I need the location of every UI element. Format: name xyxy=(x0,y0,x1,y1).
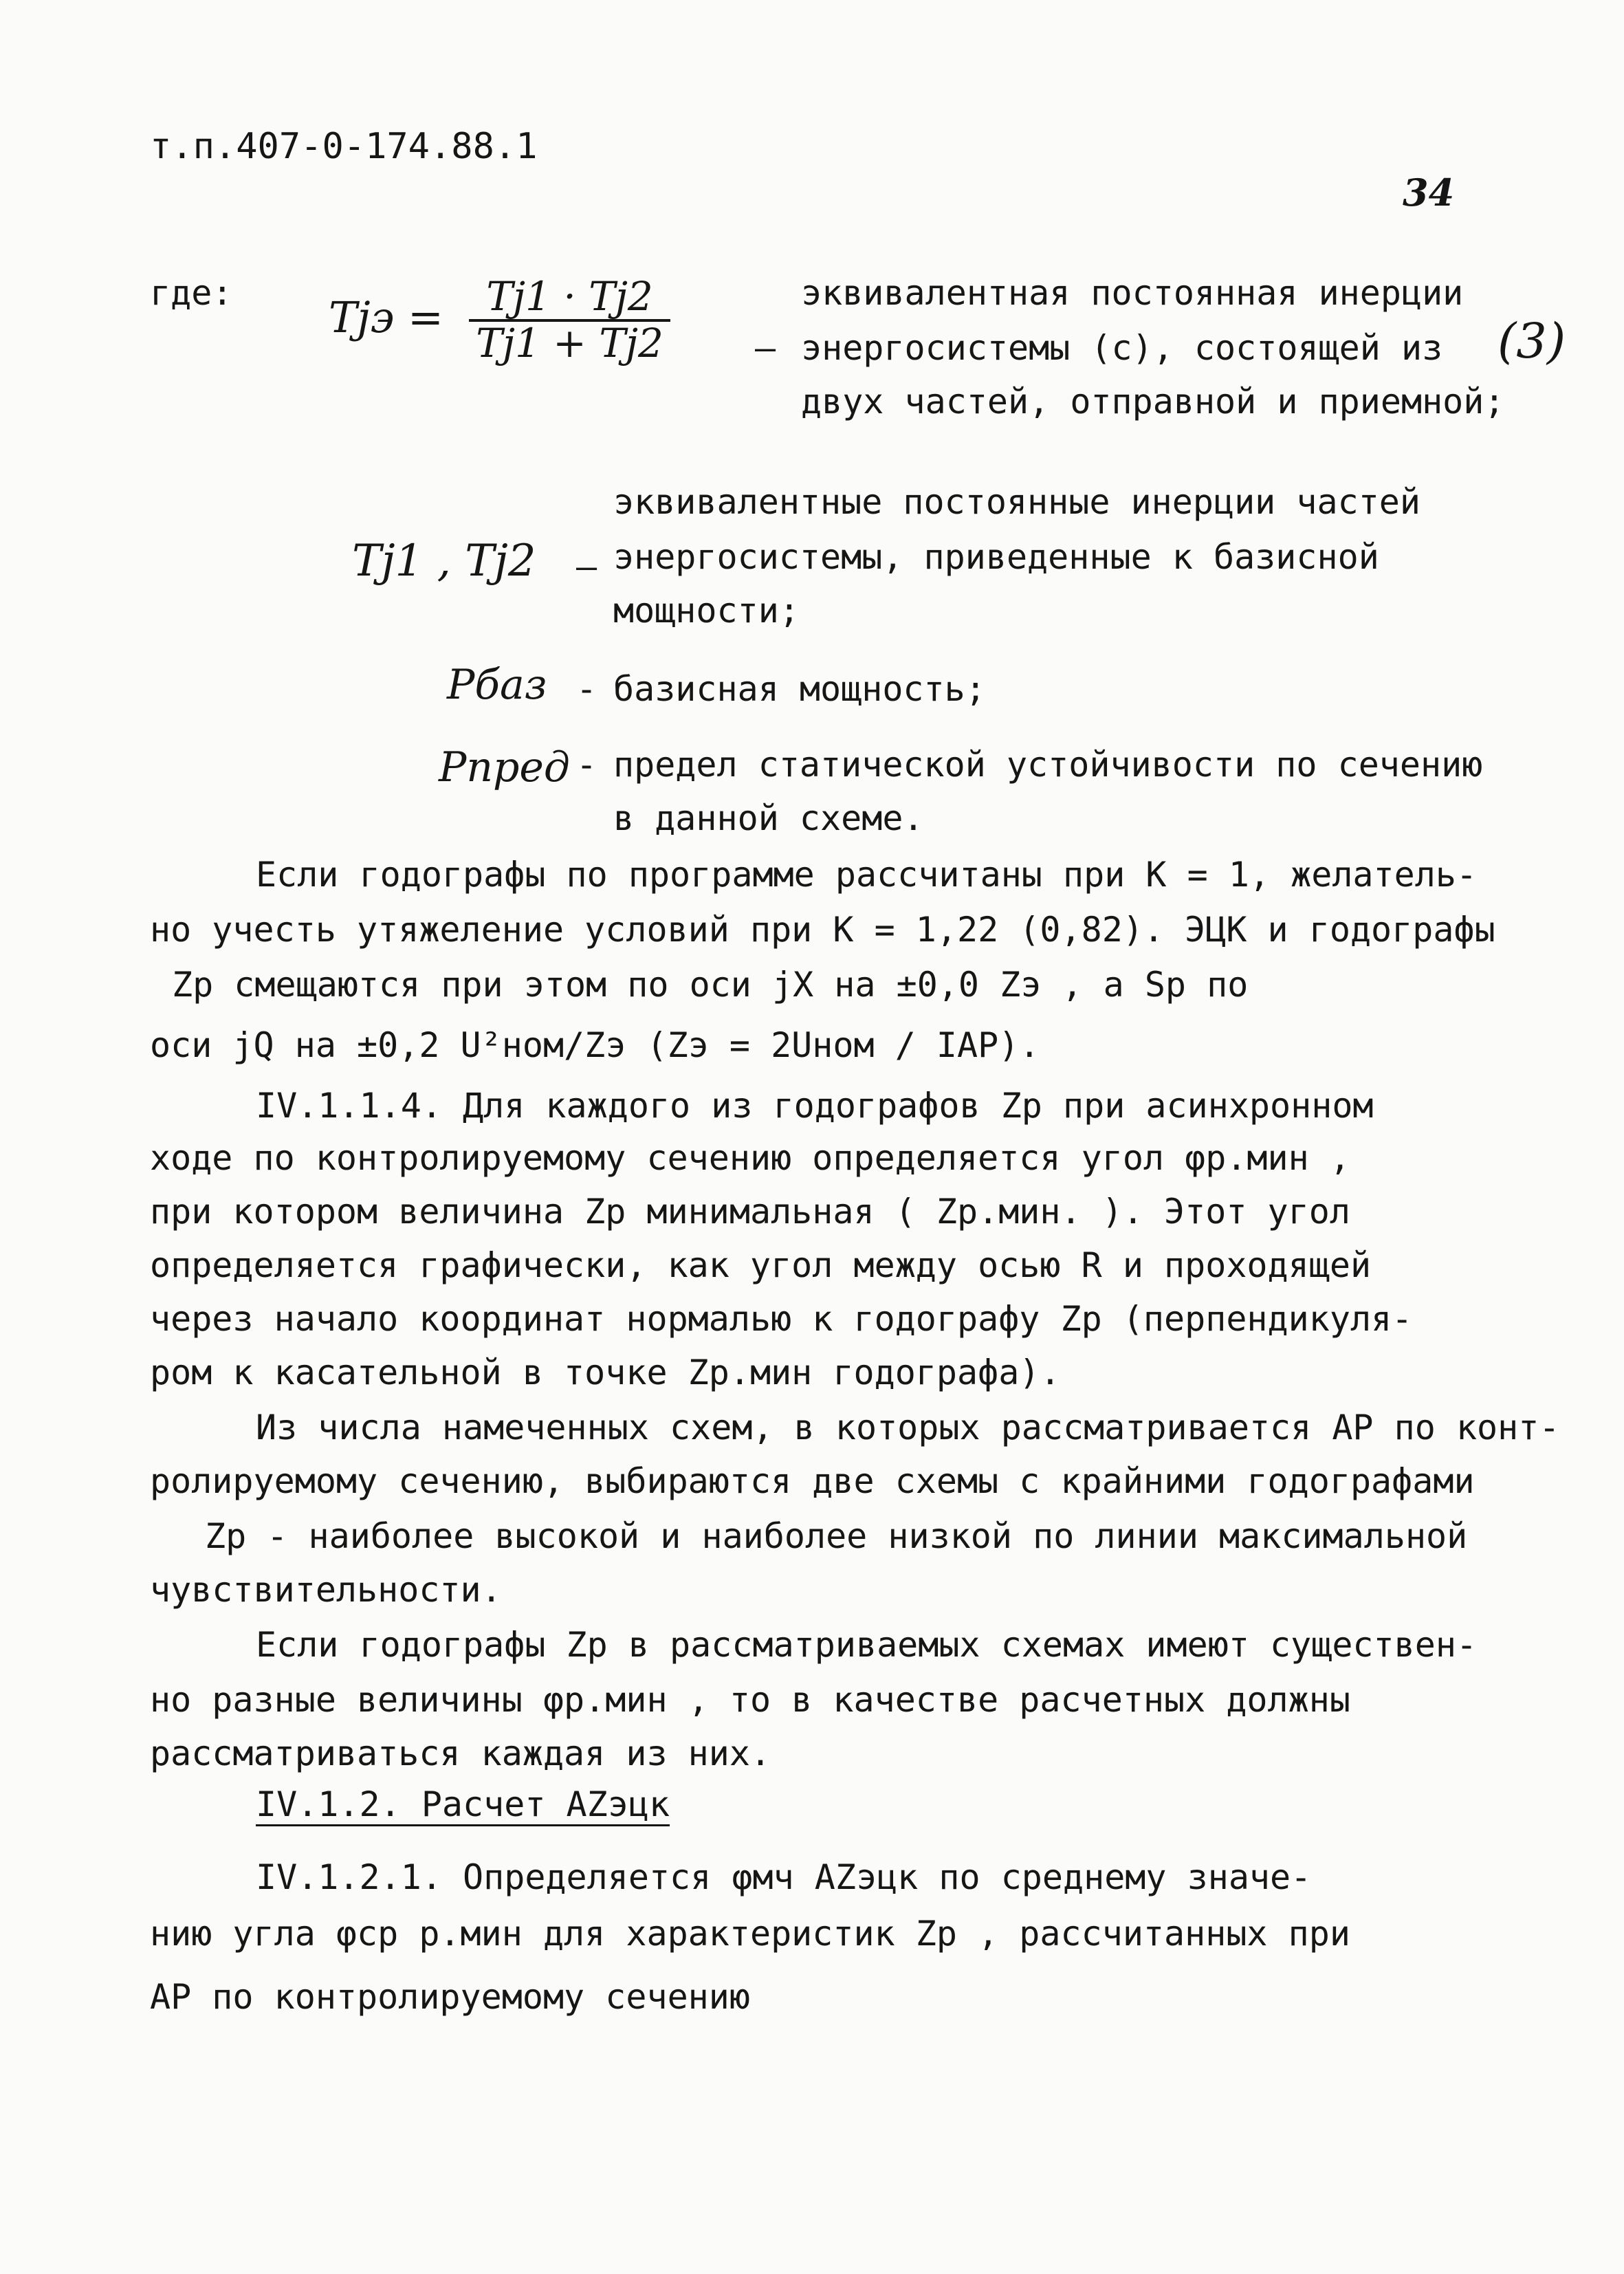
paragraph-3-line-2: ролируемому сечению, выбираются две схемы с крайними годографами xyxy=(150,1461,1475,1501)
pbaz-symbol: Pбаз xyxy=(447,661,547,709)
tj12-symbol: Tj1 , Tj2 xyxy=(352,536,536,587)
paragraph-5-line-2: нию угла φср p.мин для характеристик Zp , рассчитанных при xyxy=(150,1914,1350,1954)
pdel-description-line-2: в данной схеме. xyxy=(613,798,924,838)
paragraph-1-line-3: Zp смещаются при этом по оси jX на ±0,0 Zэ , а Sp по xyxy=(172,965,1249,1005)
paragraph-5-line-1: IV.1.2.1. Определяется φмч AZэцк по среднему значе- xyxy=(256,1857,1312,1897)
paragraph-2-line-4: определяется графически, как угол между осью R и проходящей xyxy=(150,1245,1372,1285)
pdel-symbol: Pпред xyxy=(439,743,570,791)
paragraph-2-line-3: при котором величина Zp минимальная ( Zp.мин. ). Этот угол xyxy=(150,1192,1350,1232)
tj12-description-line-2: энергосистемы, приведенные к базисной xyxy=(613,537,1379,577)
paragraph-4-line-3: рассматриваться каждая из них. xyxy=(150,1734,771,1773)
equation-3-denominator: Tj1 + Tj2 xyxy=(476,319,663,367)
equation-3-lhs: Tjэ = xyxy=(329,292,443,342)
pbaz-dash: - xyxy=(576,669,597,709)
tj12-dash: – xyxy=(576,547,597,587)
section-title: IV.1.2. Расчет AZэцк xyxy=(256,1784,670,1824)
paragraph-2-line-5: через начало координат нормалью к годографу Zp (перпендикуля- xyxy=(150,1299,1413,1339)
tj12-description-line-1: эквивалентные постоянные инерции частей xyxy=(613,482,1420,522)
paragraph-3-line-3: Zp - наиболее высокой и наиболее низкой по линии максимальной xyxy=(205,1516,1468,1556)
paragraph-1-line-1: Если годографы по программе рассчитаны при K = 1, желатель- xyxy=(256,855,1478,895)
equation-3-description-line-3: двух частей, отправной и приемной; xyxy=(801,382,1505,422)
where-label: где: xyxy=(150,273,233,313)
paragraph-2-line-1: IV.1.1.4. Для каждого из годографов Zp при асинхронном xyxy=(256,1086,1374,1126)
pdel-description-line-1: предел статической устойчивости по сечению xyxy=(613,745,1483,785)
equation-3-dash: – xyxy=(755,328,776,368)
paragraph-2-line-2: ходе по контролируемому сечению определяется угол φp.мин , xyxy=(150,1138,1350,1178)
equation-number: (3) xyxy=(1497,313,1566,369)
paragraph-1-line-4: оси jQ на ±0,2 U²ном/Zэ (Zэ = 2Uном / IАР). xyxy=(150,1025,1040,1065)
document-code: т.п.407-0-174.88.1 xyxy=(150,126,538,167)
equation-3-description-line-1: эквивалентная постоянная инерции xyxy=(801,273,1464,313)
paragraph-4-line-1: Если годографы Zp в рассматриваемых схемах имеют существен- xyxy=(256,1625,1478,1665)
pdel-dash: - xyxy=(576,745,597,785)
paragraph-2-line-6: ром к касательной в точке Zp.мин годографа). xyxy=(150,1353,1061,1392)
page-number: 34 xyxy=(1403,171,1455,215)
tj12-description-line-3: мощности; xyxy=(613,591,800,631)
pbaz-description: базисная мощность; xyxy=(613,669,986,709)
paragraph-5-line-3: АР по контролируемому сечению xyxy=(150,1977,750,2017)
equation-3-fraction xyxy=(469,275,670,366)
equation-3-description-line-2: энергосистемы (с), состоящей из xyxy=(801,328,1443,368)
paragraph-1-line-2: но учесть утяжеление условий при K = 1,22 (0,82). ЭЦК и годографы xyxy=(150,910,1495,950)
equation-3-formula xyxy=(329,275,670,366)
paragraph-4-line-2: но разные величины φp.мин , то в качестве расчетных должны xyxy=(150,1680,1350,1720)
paragraph-3-line-4: чувствительности. xyxy=(150,1570,502,1610)
paragraph-3-line-1: Из числа намеченных схем, в которых рассматривается АР по конт- xyxy=(256,1408,1560,1447)
equation-3-numerator: Tj1 · Tj2 xyxy=(469,275,670,322)
